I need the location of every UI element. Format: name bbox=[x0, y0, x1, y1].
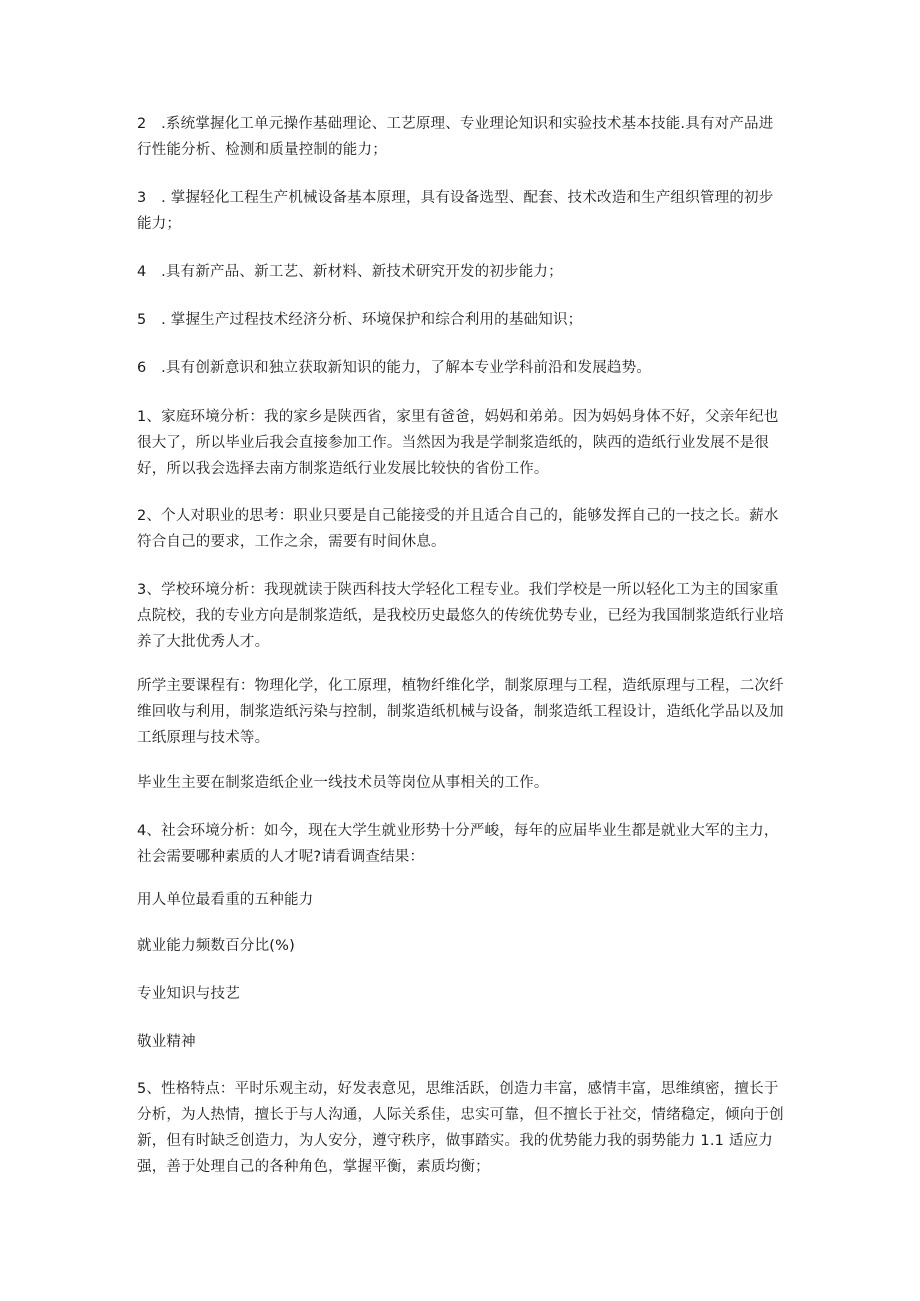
survey-item-dedication: 敬业精神 bbox=[137, 1034, 196, 1050]
paragraph-skill-5: 5 . 掌握生产过程技术经济分析、环境保护和综合利用的基础知识； bbox=[137, 312, 583, 328]
paragraph-personality: 5、性格特点：平时乐观主动，好发表意见，思维活跃，创造力丰富，感情丰富，思维缜密，擅长于分析，为人热情，擅长于与人沟通，人际关系佳，忠实可靠，但不擅长于社交，情绪稳定，倾向于创新，但有时缺乏创造力，为人安分，遵守秩序，做事踏实。我的优势能力我的弱势能力 1.1 适应力强，善于处理自己的各种角色，掌握平衡，素质均衡； bbox=[137, 1081, 784, 1175]
paragraph-skill-4: 4 .具有新产品、新工艺、新材料、新技术研究开发的初步能力； bbox=[137, 264, 563, 280]
paragraph-graduates: 毕业生主要在制浆造纸企业一线技术员等岗位从事相关的工作。 bbox=[137, 775, 549, 791]
paragraph-skill-3: 3 . 掌握轻化工程生产机械设备基本原理，具有设备选型、配套、技术改造和生产组织管理的初步能力； bbox=[137, 190, 774, 232]
paragraph-school-environment: 3、学校环境分析：我现就读于陕西科技大学轻化工程专业。我们学校是一所以轻化工为主的国家重点院校，我的专业方向是制浆造纸，是我校历史最悠久的传统优势专业，已经为我国制浆造纸行业培养了大批优秀人才。 bbox=[137, 582, 784, 650]
survey-header: 就业能力频数百分比(%) bbox=[137, 938, 295, 954]
survey-item-professional-knowledge: 专业知识与技艺 bbox=[137, 986, 240, 1002]
survey-title: 用人单位最看重的五种能力 bbox=[137, 892, 314, 908]
paragraph-skill-2: 2 .系统掌握化工单元操作基础理论、工艺原理、专业理论知识和实验技术基本技能.具有对产品进行性能分析、检测和质量控制的能力； bbox=[137, 116, 774, 158]
paragraph-courses: 所学主要课程有：物理化学，化工原理，植物纤维化学，制浆原理与工程，造纸原理与工程，二次纤维回收与利用，制浆造纸污染与控制，制浆造纸机械与设备，制浆造纸工程设计，造纸化学品以及加工纸原理与技术等。 bbox=[137, 678, 784, 746]
paragraph-skill-6: 6 .具有创新意识和独立获取新知识的能力，了解本专业学科前沿和发展趋势。 bbox=[137, 360, 652, 376]
paragraph-family-environment: 1、家庭环境分析：我的家乡是陕西省，家里有爸爸，妈妈和弟弟。因为妈妈身体不好，父亲年纪也很大了，所以毕业后我会直接参加工作。当然因为我是学制浆造纸的，陕西的造纸行业发展不是很好，所以我会选择去南方制浆造纸行业发展比较快的省份工作。 bbox=[137, 409, 779, 477]
paragraph-social-environment: 4、社会环境分析：如今，现在大学生就业形势十分严峻，每年的应届毕业生都是就业大军的主力，社会需要哪种素质的人才呢?请看调查结果： bbox=[137, 823, 779, 865]
paragraph-career-thoughts: 2、个人对职业的思考：职业只要是自己能接受的并且适合自己的，能够发挥自己的一技之长。薪水符合自己的要求，工作之余，需要有时间休息。 bbox=[137, 508, 779, 550]
